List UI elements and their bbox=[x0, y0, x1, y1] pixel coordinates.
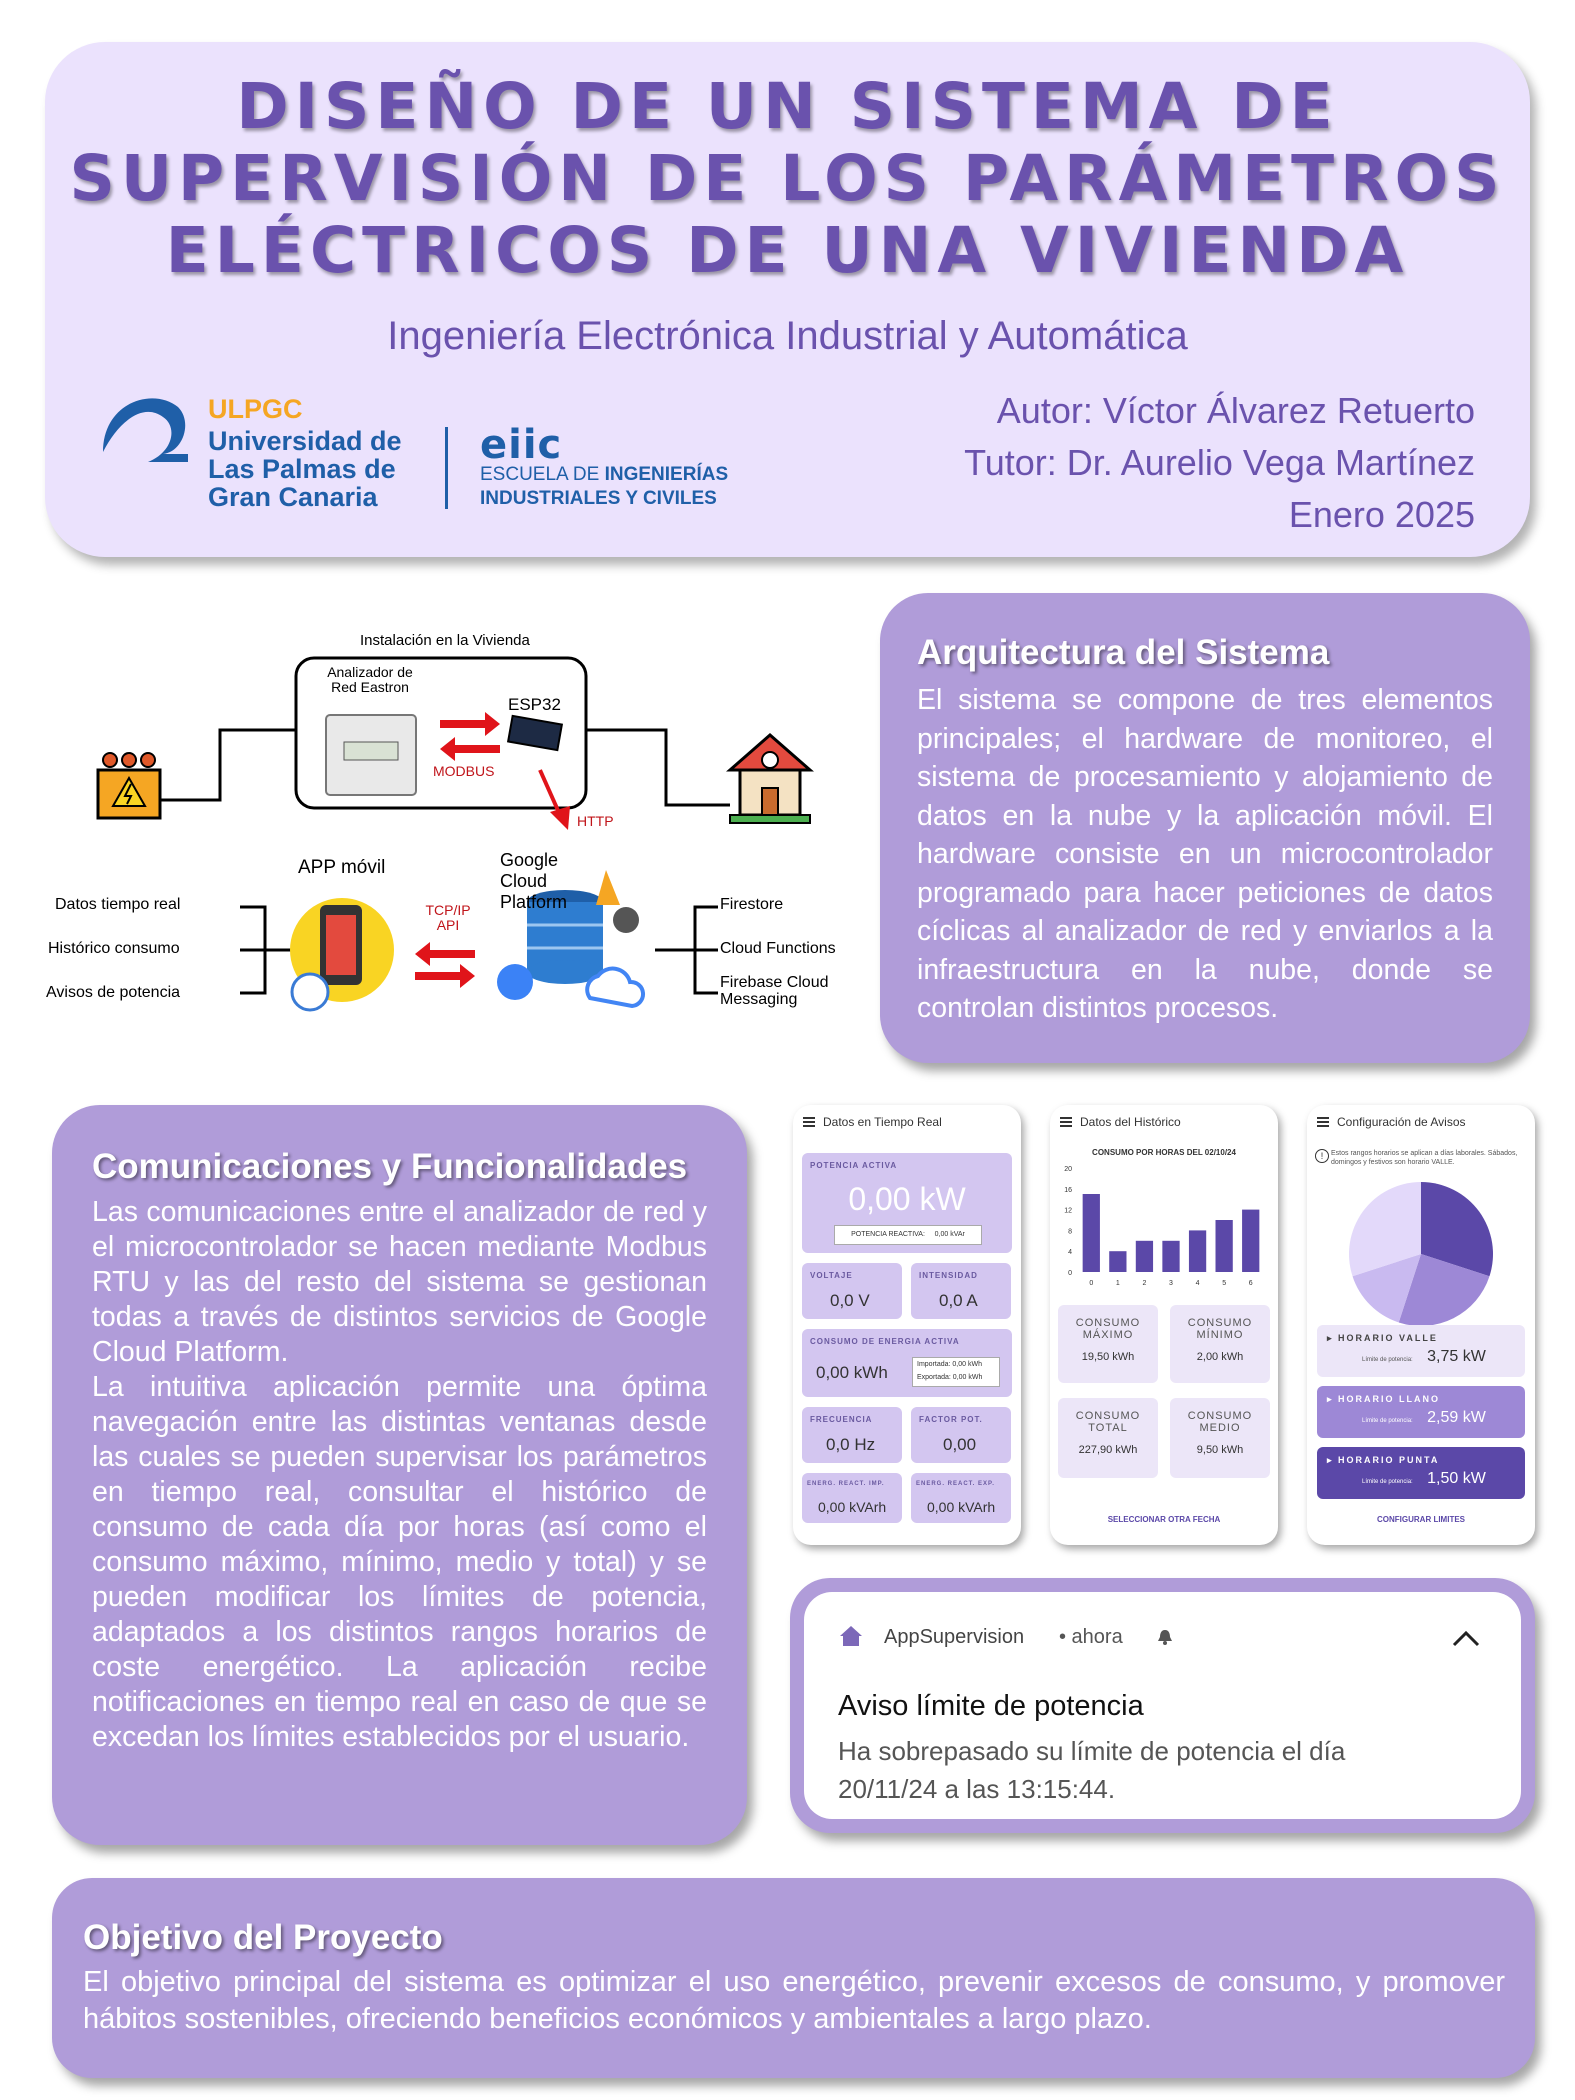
date: Enero 2025 bbox=[1288, 494, 1475, 535]
objetivo-card bbox=[52, 1878, 1535, 2078]
subtitle: Ingeniería Electrónica Industrial y Automática bbox=[387, 314, 1188, 358]
menu-icon[interactable] bbox=[803, 1117, 815, 1127]
consumption-bar-chart bbox=[1056, 1160, 1272, 1290]
select-date-button[interactable]: SELECCIONAR OTRA FECHA bbox=[1107, 1515, 1221, 1524]
x-tick-label: 5 bbox=[1222, 1280, 1227, 1287]
consumo-max-tile: CONSUMO MÁXIMO 19,50 kWh bbox=[1058, 1305, 1158, 1383]
x-tick-label: 6 bbox=[1248, 1280, 1253, 1287]
right-item-1: Firestore bbox=[720, 896, 784, 913]
ulpgc-line3: Gran Canaria bbox=[208, 482, 378, 512]
phone1-header-title: Datos en Tiempo Real bbox=[823, 1115, 942, 1129]
x-tick-label: 4 bbox=[1195, 1280, 1200, 1287]
left-item-2: Histórico consumo bbox=[48, 940, 180, 957]
potencia-cap: POTENCIA ACTIVA bbox=[810, 1161, 898, 1170]
mobile-app-icon bbox=[290, 898, 394, 1010]
phone3-header bbox=[1307, 1105, 1535, 1139]
consumo-min-tile: CONSUMO MÍNIMO 2,00 kWh bbox=[1170, 1305, 1270, 1383]
consumo-medio-tile: CONSUMO MEDIO 9,50 kWh bbox=[1170, 1398, 1270, 1478]
potencia-activa-tile bbox=[802, 1153, 1012, 1253]
notif-body: Ha sobrepasado su límite de potencia el día 20/11/24 a las 13:15:44. bbox=[838, 1736, 1346, 1804]
push-notification[interactable] bbox=[804, 1592, 1521, 1819]
info-text: Estos rangos horarios se aplican a días laborales. Sábados, domingos y festivos son horario VALLE. bbox=[1331, 1150, 1518, 1166]
bell-icon bbox=[1156, 1628, 1174, 1646]
eiic-line1: ESCUELA DE INGENIERÍAS bbox=[480, 464, 729, 485]
transformer-icon bbox=[98, 753, 160, 818]
arquitectura-title: Arquitectura del Sistema bbox=[917, 633, 1330, 672]
modbus-label: MODBUS bbox=[433, 763, 495, 779]
configure-limits-button[interactable]: CONFIGURAR LIMITES bbox=[1377, 1515, 1465, 1524]
phone-avisos bbox=[1307, 1105, 1535, 1545]
notif-title: Aviso límite de potencia bbox=[838, 1690, 1144, 1722]
bar bbox=[1189, 1230, 1206, 1272]
frecuencia-val: 0,0 Hz bbox=[826, 1435, 876, 1454]
x-tick-label: 3 bbox=[1169, 1280, 1173, 1287]
notif-app-name: AppSupervision bbox=[884, 1626, 1025, 1648]
ulpgc-line1: Universidad de bbox=[208, 426, 402, 456]
tutor: Tutor: Dr. Aurelio Vega Martínez bbox=[964, 442, 1475, 483]
voltaje-tile: VOLTAJE 0,0 V bbox=[802, 1263, 902, 1319]
react-imp-tile: ENERG. REACT. IMP. 0,00 kVArh bbox=[802, 1473, 902, 1523]
gcp-label: Google Cloud Platform bbox=[500, 850, 568, 912]
objetivo-title: Objetivo del Proyecto bbox=[83, 1918, 443, 1957]
bar bbox=[1083, 1194, 1100, 1272]
frecuencia-tile: FRECUENCIA 0,0 Hz bbox=[802, 1407, 902, 1463]
logo-divider bbox=[445, 427, 448, 509]
y-tick-label: 20 bbox=[1064, 1166, 1072, 1173]
bar bbox=[1216, 1220, 1233, 1272]
comunicaciones-card bbox=[52, 1105, 747, 1845]
react-imp-val: 0,00 kVArh bbox=[818, 1499, 887, 1515]
valle-val: 3,75 kW bbox=[1427, 1348, 1486, 1365]
horario-punta-tile[interactable]: ▸ HORARIO PUNTA Límite de potencia: 1,50 kW bbox=[1317, 1447, 1525, 1499]
energia-tile: CONSUMO DE ENERGIA ACTIVA 0,00 kWh Importada: 0,00 kWh Exportada: 0,00 kWh bbox=[802, 1329, 1012, 1397]
arquitectura-card bbox=[880, 593, 1530, 1063]
right-item-3: Firebase Cloud Messaging bbox=[720, 974, 829, 1008]
notif-time: • ahora bbox=[1059, 1626, 1123, 1648]
analyzer-label: Analizador de Red Eastron bbox=[327, 664, 413, 695]
potencia-val: 0,00 kW bbox=[848, 1181, 966, 1217]
y-tick-label: 16 bbox=[1064, 1186, 1072, 1194]
phone3-header-title: Configuración de Avisos bbox=[1337, 1115, 1466, 1129]
intensidad-val: 0,0 A bbox=[939, 1291, 978, 1310]
consumo-total-tile: CONSUMO TOTAL 227,90 kWh bbox=[1058, 1398, 1158, 1478]
bar bbox=[1109, 1251, 1126, 1272]
react-exp-tile: ENERG. REACT. EXP. 0,00 kVArh bbox=[911, 1473, 1011, 1523]
collapse-chevron-icon[interactable] bbox=[1451, 1628, 1481, 1648]
ulpgc-line2: Las Palmas de bbox=[208, 454, 396, 484]
bar bbox=[1136, 1241, 1153, 1272]
consumo-medio-val: 9,50 kWh bbox=[1196, 1444, 1244, 1456]
intensidad-tile: INTENSIDAD 0,0 A bbox=[911, 1263, 1011, 1319]
llano-val: 2,59 kW bbox=[1427, 1409, 1486, 1426]
phone2-header bbox=[1050, 1105, 1278, 1139]
reactiva-box: POTENCIA REACTIVA: 0,00 kVAr bbox=[834, 1225, 982, 1245]
react-exp-val: 0,00 kVArh bbox=[927, 1499, 996, 1515]
eiic-abbr: eiic bbox=[480, 422, 563, 468]
x-tick-label: 1 bbox=[1115, 1280, 1120, 1287]
notification-frame bbox=[790, 1578, 1535, 1833]
comunicaciones-title: Comunicaciones y Funcionalidades bbox=[92, 1147, 688, 1186]
architecture-diagram bbox=[30, 620, 870, 1040]
left-item-1: Datos tiempo real bbox=[55, 896, 181, 913]
y-tick-label: 12 bbox=[1064, 1207, 1072, 1215]
right-item-2: Cloud Functions bbox=[720, 940, 836, 957]
consumo-total-val: 227,90 kWh bbox=[1078, 1444, 1138, 1456]
import-export-box: Importada: 0,00 kWh Exportada: 0,00 kWh bbox=[912, 1357, 1000, 1387]
y-tick-label: 4 bbox=[1068, 1249, 1072, 1257]
consumo-max-val: 19,50 kWh bbox=[1081, 1351, 1135, 1363]
header-banner bbox=[45, 42, 1530, 557]
chart-title: CONSUMO POR HORAS DEL 02/10/24 bbox=[1092, 1148, 1236, 1157]
phone-realtime bbox=[793, 1105, 1021, 1545]
comunicaciones-body-2: La intuitiva aplicación permite una óptima navegación entre las distintas ventanas desde las cuales se pueden supervisar los parámetros en tiempo real, consultar el histórico de consumo de cada día por horas (así como el consumo máximo, mínimo, medio y total) y se pueden modificar los límites de potencia, adaptados a los distintos rangos horarios de coste energético. La aplicación recibe notificaciones en tiempo real en caso de que se excedan los límites establecidos por el usuario. bbox=[92, 1371, 707, 1753]
phone-historico bbox=[1050, 1105, 1278, 1545]
comunicaciones-body-1: Las comunicaciones entre el analizador de red y el microcontrolador se hacen mediante Modbus RTU y las del resto del sistema se gestionan todas a través de distintos servicios de Google Cloud Platform. bbox=[92, 1196, 707, 1368]
app-label: APP móvil bbox=[298, 857, 386, 878]
http-label: HTTP bbox=[577, 813, 614, 829]
esp32-label: ESP32 bbox=[508, 695, 561, 714]
house-icon bbox=[730, 735, 810, 823]
punta-val: 1,50 kW bbox=[1427, 1470, 1486, 1487]
voltaje-val: 0,0 V bbox=[830, 1291, 870, 1310]
horario-llano-tile[interactable]: ▸ HORARIO LLANO Límite de potencia: 2,59 kW bbox=[1317, 1386, 1525, 1438]
install-label: Instalación en la Vivienda bbox=[360, 632, 530, 649]
tariff-pie-chart bbox=[1342, 1175, 1500, 1333]
bar bbox=[1162, 1241, 1179, 1272]
author: Autor: Víctor Álvarez Retuerto bbox=[996, 390, 1475, 431]
horario-valle-tile[interactable]: ▸ HORARIO VALLE Límite de potencia: 3,75 kW bbox=[1317, 1325, 1525, 1377]
app-house-icon bbox=[838, 1624, 864, 1648]
factor-val: 0,00 bbox=[943, 1435, 977, 1454]
title-line-1: DISEÑO DE UN SISTEMA DE bbox=[236, 70, 1339, 143]
menu-icon[interactable] bbox=[1317, 1117, 1329, 1127]
objetivo-body: El objetivo principal del sistema es optimizar el uso energético, prevenir excesos de consumo, y promover hábitos sostenibles, ofreciendo beneficios económicos y ambientales a largo plazo. bbox=[83, 1966, 1505, 2035]
energy-meter-icon bbox=[326, 715, 416, 795]
phone2-header-title: Datos del Histórico bbox=[1080, 1115, 1181, 1129]
bar bbox=[1242, 1210, 1259, 1272]
x-tick-label: 0 bbox=[1089, 1280, 1094, 1287]
energia-val: 0,00 kWh bbox=[816, 1363, 888, 1382]
info-icon: ! bbox=[1315, 1149, 1329, 1163]
title-line-2: SUPERVISIÓN DE LOS PARÁMETROS bbox=[69, 142, 1506, 215]
tcp-label: TCP/IP API bbox=[425, 902, 471, 933]
title-line-3: ELÉCTRICOS DE UNA VIVIENDA bbox=[165, 214, 1410, 287]
y-tick-label: 8 bbox=[1068, 1228, 1072, 1236]
menu-icon[interactable] bbox=[1060, 1117, 1072, 1127]
factor-tile: FACTOR POT. 0,00 bbox=[911, 1407, 1011, 1463]
phone1-header bbox=[793, 1105, 1021, 1139]
ulpgc-abbr: ULPGC bbox=[208, 394, 303, 424]
consumo-min-val: 2,00 kWh bbox=[1196, 1351, 1244, 1363]
y-tick-label: 0 bbox=[1068, 1270, 1072, 1277]
arquitectura-body: El sistema se compone de tres elementos principales; el hardware de monitoreo, el sistema de procesamiento y alojamiento de datos en la nube y la aplicación móvil. El hardware consiste en un microcontrolador programado para hacer peticiones de datos cíclicas al analizador de red y enviarlos a la infraestructura en la nube, donde se controlan distintos procesos. bbox=[917, 684, 1493, 1024]
ulpgc-logo-icon bbox=[93, 382, 193, 472]
x-tick-label: 2 bbox=[1142, 1280, 1147, 1287]
eiic-line2: INDUSTRIALES Y CIVILES bbox=[480, 488, 717, 509]
left-item-3: Avisos de potencia bbox=[46, 984, 181, 1001]
